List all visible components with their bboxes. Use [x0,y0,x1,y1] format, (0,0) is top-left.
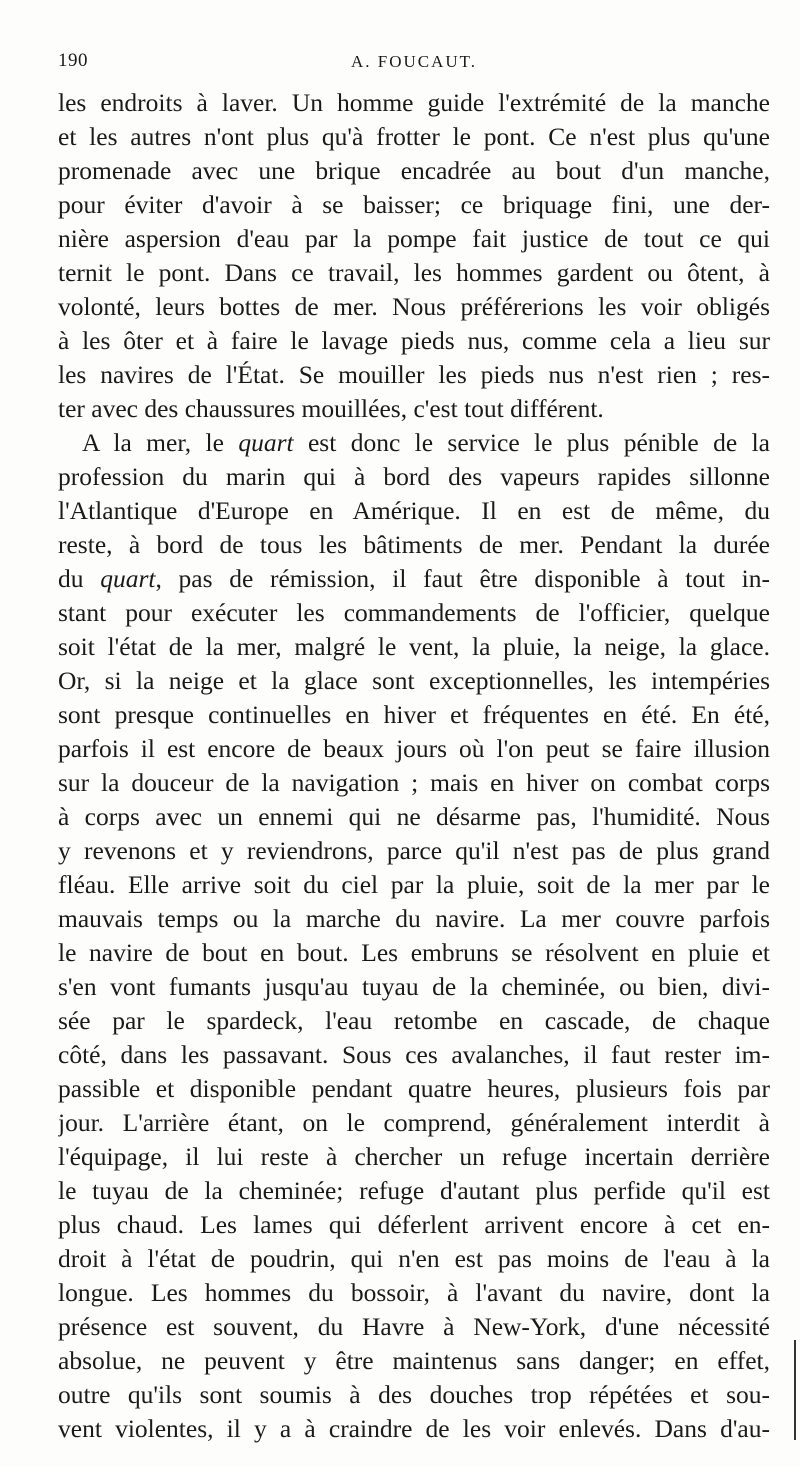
text-line: présence est souvent, du Havre à New-York, d'une nécessité [58,1312,770,1341]
text-line: s'en vont fumants jusqu'au tuyau de la cheminée, ou bien, divi- [58,972,770,1001]
text-line: l'équipage, il lui reste à chercher un refuge incertain derrière [58,1142,770,1171]
text-line: le navire de bout en bout. Les embruns se résolvent en pluie et [58,938,770,967]
text-line: droit à l'état de poudrin, qui n'en est pas moins de l'eau à la [58,1244,770,1273]
text-line: les navires de l'État. Se mouiller les pieds nus n'est rien ; res- [58,360,770,389]
text-line: sée par le spardeck, l'eau retombe en cascade, de chaque [58,1006,770,1035]
text-line: stant pour exécuter les commandements de l'officier, quelque [58,598,770,627]
text-line: les endroits à laver. Un homme guide l'extrémité de la manche [58,88,770,117]
text-line: absolue, ne peuvent y être maintenus sans danger; en effet, [58,1346,770,1375]
text-line: profession du marin qui à bord des vapeurs rapides sillonne [58,462,770,491]
text-line: à corps avec un ennemi qui ne désarme pas, l'humidité. Nous [58,802,770,831]
text-segment: A la mer, le [82,428,239,457]
italic-term: quart [100,564,156,593]
text-line: ter avec des chaussures mouillées, c'est tout différent. [58,394,604,423]
page-number: 190 [58,50,88,71]
text-line: reste, à bord de tous les bâtiments de mer. Pendant la durée [58,530,770,559]
text-line: l'Atlantique d'Europe en Amérique. Il en est de même, du [58,496,770,525]
text-line: côté, dans les passavant. Sous ces avalanches, il faut rester im- [58,1040,770,1069]
text-line: ternit le pont. Dans ce travail, les hommes gardent ou ôtent, à [58,258,770,287]
text-line [58,426,770,460]
text-line: jour. L'arrière étant, on le comprend, généralement interdit à [58,1108,770,1137]
text-line: Or, si la neige et la glace sont exceptionnelles, les intempéries [58,666,770,695]
text-line: passible et disponible pendant quatre heures, plusieurs fois par [58,1074,770,1103]
text-line: fléau. Elle arrive soit du ciel par la pluie, soit de la mer par le [58,870,770,899]
text-line: sur la douceur de la navigation ; mais en hiver on combat corps [58,768,770,797]
text-line: volonté, leurs bottes de mer. Nous préférerions les voir obligés [58,292,770,321]
margin-rule [794,1340,796,1440]
text-segment: du [58,564,101,593]
text-line: à les ôter et à faire le lavage pieds nus, comme cela a lieu sur [58,326,770,355]
text-line: longue. Les hommes du bossoir, à l'avant du navire, dont la [58,1278,770,1307]
body-text [58,86,770,1446]
text-line: parfois il est encore de beaux jours où l'on peut se faire illusion [58,734,770,763]
text-line: sont presque continuelles en hiver et fréquentes en été. En été, [58,700,770,729]
text-line: plus chaud. Les lames qui déferlent arrivent encore à cet en- [58,1210,770,1239]
text-line [58,562,770,596]
running-head [58,50,770,84]
text-line: mauvais temps ou la marche du navire. La mer couvre parfois [58,904,770,933]
text-segment: , pas de rémission, il faut être disponible à tout in- [155,564,770,593]
text-line: outre qu'ils sont soumis à des douches trop répétées et sou- [58,1380,770,1409]
text-line: nière aspersion d'eau par la pompe fait justice de tout ce qui [58,224,770,253]
text-line: vent violentes, il y a à craindre de les voir enlevés. Dans d'au- [58,1414,770,1443]
text-line: y revenons et y reviendrons, parce qu'il n'est pas de plus grand [58,836,770,865]
italic-term: quart [238,428,294,457]
text-line: le tuyau de la cheminée; refuge d'autant plus perfide qu'il est [58,1176,770,1205]
text-segment: est donc le service le plus pénible de la [293,428,770,457]
text-line: promenade avec une brique encadrée au bout d'un manche, [58,156,770,185]
text-line: pour éviter d'avoir à se baisser; ce briquage fini, une der- [58,190,770,219]
text-line: soit l'état de la mer, malgré le vent, la pluie, la neige, la glace. [58,632,770,661]
text-line: et les autres n'ont plus qu'à frotter le pont. Ce n'est plus qu'une [58,122,770,151]
running-title: A. FOUCAUT. [350,52,478,71]
